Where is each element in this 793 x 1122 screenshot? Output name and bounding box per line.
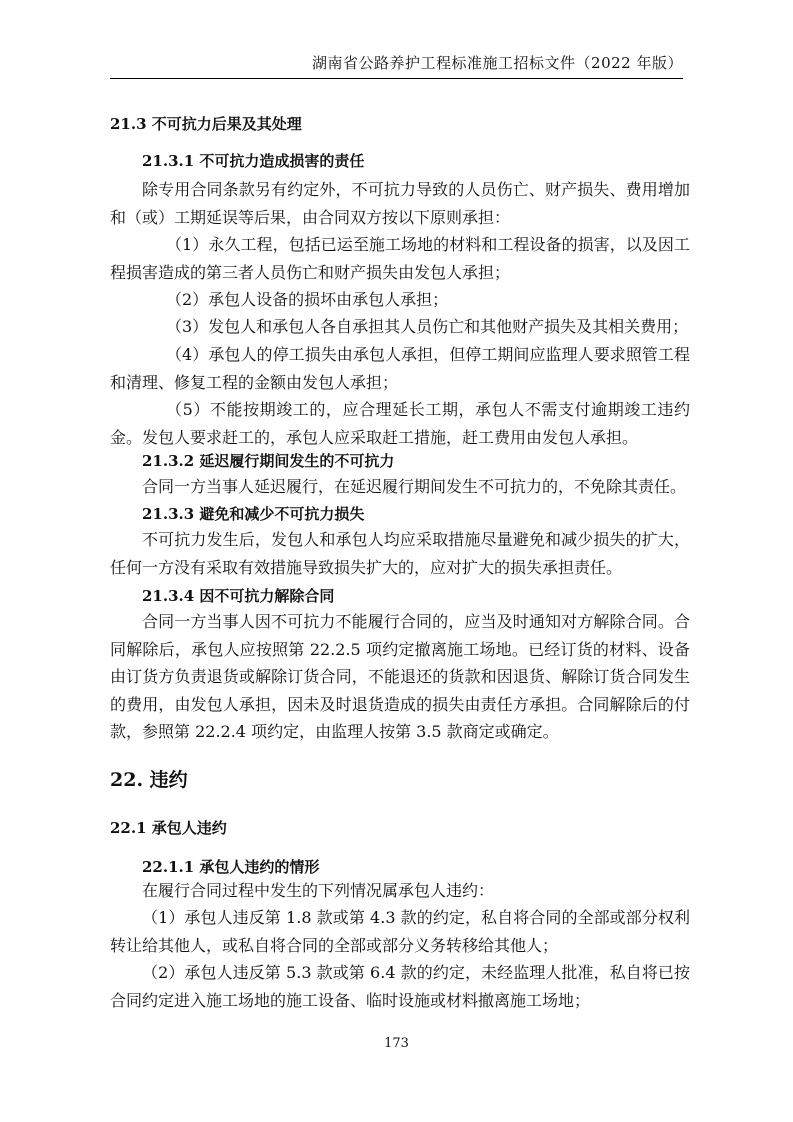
section-21-3-1-heading: 21.3.1 不可抗力造成损害的责任 [142,152,365,170]
section-21-3-3-text: 不可抗力发生后，发包人和承包人均应采取措施尽量避免和减少损失的扩大，任何一方没有采取有效措施导致损失扩大的，应对扩大的损失承担责任。 [110,530,690,577]
section-21-3-1-item-4: （4）承包人的停工损失由承包人承担，但停工期间应监理人要求照管工程和清理、修复工程的金额由发包人承担； [110,345,690,392]
section-22-1-1-item-2: （2）承包人违反第 5.3 款或第 6.4 款的约定，未经监理人批准，私自将已按合同约定进入施工场地的施工设备、临时设施或材料撤离施工场地； [110,963,690,1010]
section-21-3-4-text: 合同一方当事人因不可抗力不能履行合同的，应当及时通知对方解除合同。合同解除后，承包人应按照第 22.2.5 项约定撤离施工场地。已经订货的材料、设备由订货方负责退货或解除订货合同，不能退还的货款和因退货、解除订货合同发生的费用，由发包人承担，因未及时退货造成的损失由责任方承担。合同解除后的付款，参照第 22.2.4 项约定，由监理人按第 3.5 款商定或确定。 [110,612,690,741]
section-22-1-1-heading: 22.1.1 承包人违约的情形 [142,858,320,876]
section-22-1-1-intro: 在履行合同过程中发生的下列情况属承包人违约： [142,881,495,900]
section-22-heading: 22. 违约 [110,769,188,791]
section-21-3-1-item-3: （3）发包人和承包人各自承担其人员伤亡和其他财产损失及其相关费用； [166,317,689,336]
section-21-3-2-heading: 21.3.2 延迟履行期间发生的不可抗力 [142,452,395,470]
section-21-3-1-item-1: （1）永久工程，包括已运至施工场地的材料和工程设备的损害，以及因工程损害造成的第三者人员伤亡和财产损失由发包人承担； [110,235,690,282]
section-22-1-heading: 22.1 承包人违约 [110,819,227,837]
section-21-3-1-item-5: （5）不能按期竣工的，应合理延长工期，承包人不需支付逾期竣工违约金。发包人要求赶工的，承包人应采取赶工措施，赶工费用由发包人承担。 [110,400,690,447]
section-21-3-heading: 21.3 不可抗力后果及其处理 [110,115,302,133]
section-21-3-4-heading: 21.3.4 因不可抗力解除合同 [142,587,335,605]
section-22-1-1-item-1: （1）承包人违反第 1.8 款或第 4.3 款的约定，私自将合同的全部或部分权利转让给其他人，或私自将合同的全部或部分义务转移给其他人； [110,908,690,955]
section-21-3-1-intro: 除专用合同条款另有约定外，不可抗力导致的人员伤亡、财产损失、费用增加和（或）工期延误等后果，由合同双方按以下原则承担： [110,180,690,227]
section-21-3-3-heading: 21.3.3 避免和减少不可抗力损失 [142,505,365,523]
document-header: 湖南省公路养护工程标准施工招标文件（2022 年版） [312,54,683,72]
header-rule [110,78,683,79]
page-number: 173 [384,1036,409,1051]
section-21-3-1-item-2: （2）承包人设备的损坏由承包人承担； [166,290,449,309]
section-21-3-2-text: 合同一方当事人延迟履行，在延迟履行期间发生不可抗力的，不免除其责任。 [142,477,687,496]
